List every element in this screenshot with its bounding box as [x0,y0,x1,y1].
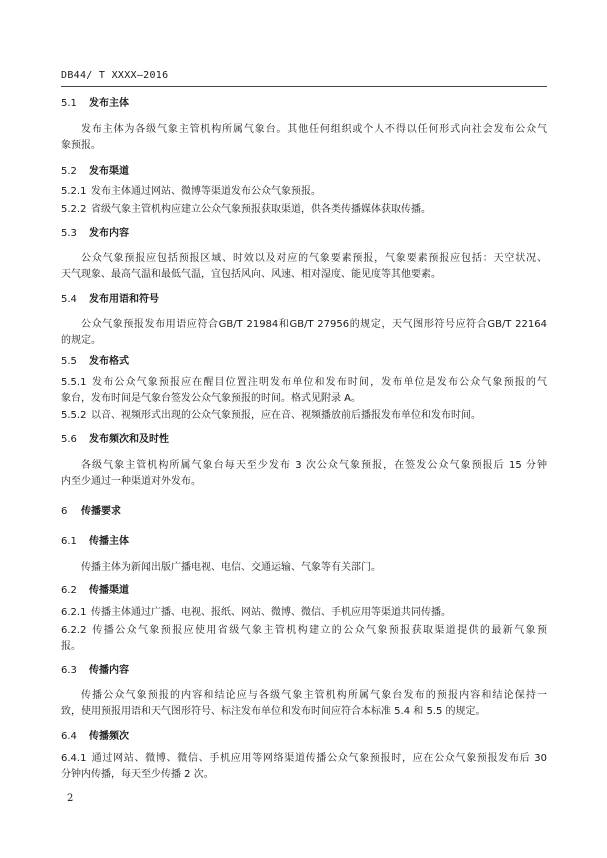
paragraph-6-1: 传播主体为新闻出版广播电视、电信、交通运输、气象等有关部门。 [81,562,381,573]
section-heading-5-5: 5.5 发布格式 [61,356,129,367]
paragraph-5-3-line-1: 公众气象预报应包括预报区域、时效以及对应的气象要素预报，气象要素预报应包括：天空状况、 [81,253,547,264]
clause-6-4-1-line-2: 分钟内传播，每天至少传播 2 次。 [61,769,214,780]
paragraph-6-3-line-2: 致，使用预报用语和天气图形符号、标注发布单位和发布时间应符合本标准 5.4 和 5.5 的规定。 [61,706,486,717]
paragraph-5-3-line-2: 天气现象、最高气温和最低气温，宜包括风向、风速、相对湿度、能见度等其他要素。 [61,269,441,280]
paragraph-5-4-line-1: 公众气象预报发布用语应符合GB/T 21984和GB/T 27956的规定，天气图形符号应符合GB/T 22164 [81,319,547,330]
section-heading-5-6: 5.6 发布频次和及时性 [61,434,169,445]
clause-5-5-2: 5.5.2 以音、视频形式出现的公众气象预报，应在音、视频播放前后播报发布单位和发布时间。 [61,410,481,421]
section-heading-5-2: 5.2 发布渠道 [61,166,129,177]
document-code-header: DB44/ T XXXX—2016 [61,70,169,81]
paragraph-5-4-line-2: 的规定。 [61,335,101,346]
chapter-heading-6: 6 传播要求 [61,506,121,517]
clause-5-5-1-line-1: 5.5.1 发布公众气象预报应在醒目位置注明发布单位和发布时间，发布单位是发布公众气象预报的气 [61,377,547,388]
section-heading-5-1: 5.1 发布主体 [61,98,129,109]
section-heading-6-1: 6.1 传播主体 [61,536,129,547]
clause-6-4-1-line-1: 6.4.1 通过网站、微博、微信、手机应用等网络渠道传播公众气象预报时，应在公众气象预报发布后 30 [61,753,547,764]
header-rule [61,86,547,87]
clause-5-2-2: 5.2.2 省级气象主管机构应建立公众气象预报获取渠道，供各类传播媒体获取传播。 [61,204,431,215]
section-heading-6-3: 6.3 传播内容 [61,665,129,676]
section-heading-6-2: 6.2 传播渠道 [61,585,129,596]
paragraph-6-3-line-1: 传播公众气象预报的内容和结论应与各级气象主管机构所属气象台发布的预报内容和结论保持一 [81,690,547,701]
clause-5-5-1-line-2: 象台，发布时间是气象台签发公众气象预报的时间。格式见附录 A。 [61,393,362,404]
section-heading-6-4: 6.4 传播频次 [61,731,129,742]
clause-6-2-2-line-2: 报。 [61,641,81,652]
section-heading-5-4: 5.4 发布用语和符号 [61,294,159,305]
paragraph-5-1-line-2: 象预报。 [61,140,101,151]
section-heading-5-3: 5.3 发布内容 [61,228,129,239]
paragraph-5-6-line-1: 各级气象主管机构所属气象台每天至少发布 3 次公众气象预报，在签发公众气象预报后 15 分钟 [81,460,547,471]
page-number: 2 [67,793,74,804]
clause-6-2-1: 6.2.1 传播主体通过广播、电视、报纸、网站、微博、微信、手机应用等渠道共同传播。 [61,607,451,618]
clause-5-2-1: 5.2.1 发布主体通过网站、微博等渠道发布公众气象预报。 [61,186,321,197]
clause-6-2-2-line-1: 6.2.2 传播公众气象预报应使用省级气象主管机构建立的公众气象预报获取渠道提供的最新气象预 [61,625,547,636]
paragraph-5-1-line-1: 发布主体为各级气象主管机构所属气象台。其他任何组织或个人不得以任何形式向社会发布公众气 [81,124,547,135]
paragraph-5-6-line-2: 内至少通过一种渠道对外发布。 [61,476,201,487]
